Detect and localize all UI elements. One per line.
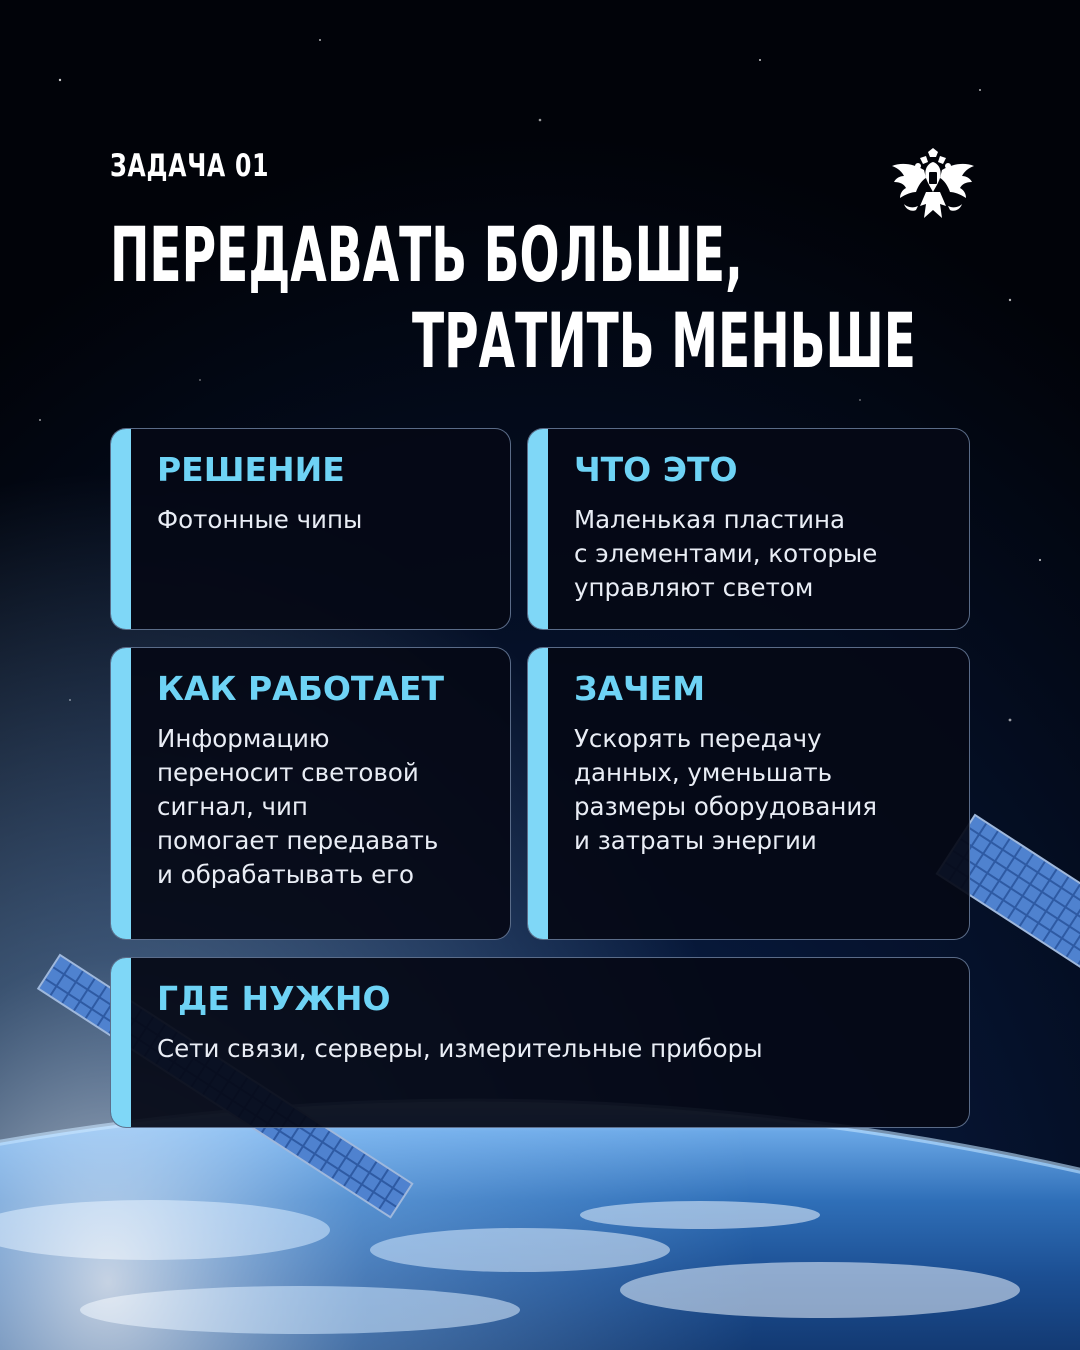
page-title-line-1: ПЕРЕДАВАТЬ БОЛЬШЕ, [110, 210, 743, 299]
task-number: ЗАДАЧА 01 [110, 148, 270, 184]
card-what-is-it [527, 428, 970, 630]
page-title [110, 212, 916, 384]
card-accent [528, 429, 548, 629]
card-title: ЧТО ЭТО [574, 450, 738, 489]
card-text: Ускорять передачу данных, уменьшать размеры оборудования и затраты энергии [574, 724, 878, 855]
card-why [527, 647, 970, 940]
card-text: Маленькая пластина с элементами, которые управляют светом [574, 505, 878, 602]
card-text: Фотонные чипы [157, 505, 363, 534]
double-headed-eagle-icon [890, 148, 976, 224]
card-title: ГДЕ НУЖНО [157, 979, 391, 1018]
card-accent [111, 429, 131, 629]
card-title: КАК РАБОТАЕТ [157, 669, 445, 708]
card-where-needed [110, 957, 970, 1128]
card-text: Сети связи, серверы, измерительные приборы [157, 1034, 763, 1063]
card-accent [111, 648, 131, 939]
card-solution [110, 428, 511, 630]
card-text: Информацию переносит световой сигнал, чип помогает передавать и обрабатывать его [157, 724, 439, 889]
card-how-it-works [110, 647, 511, 940]
card-title: РЕШЕНИЕ [157, 450, 345, 489]
card-title: ЗАЧЕМ [574, 669, 706, 708]
card-accent [111, 958, 131, 1127]
page-title-line-2: ТРАТИТЬ МЕНЬШЕ [411, 296, 916, 385]
card-accent [528, 648, 548, 939]
